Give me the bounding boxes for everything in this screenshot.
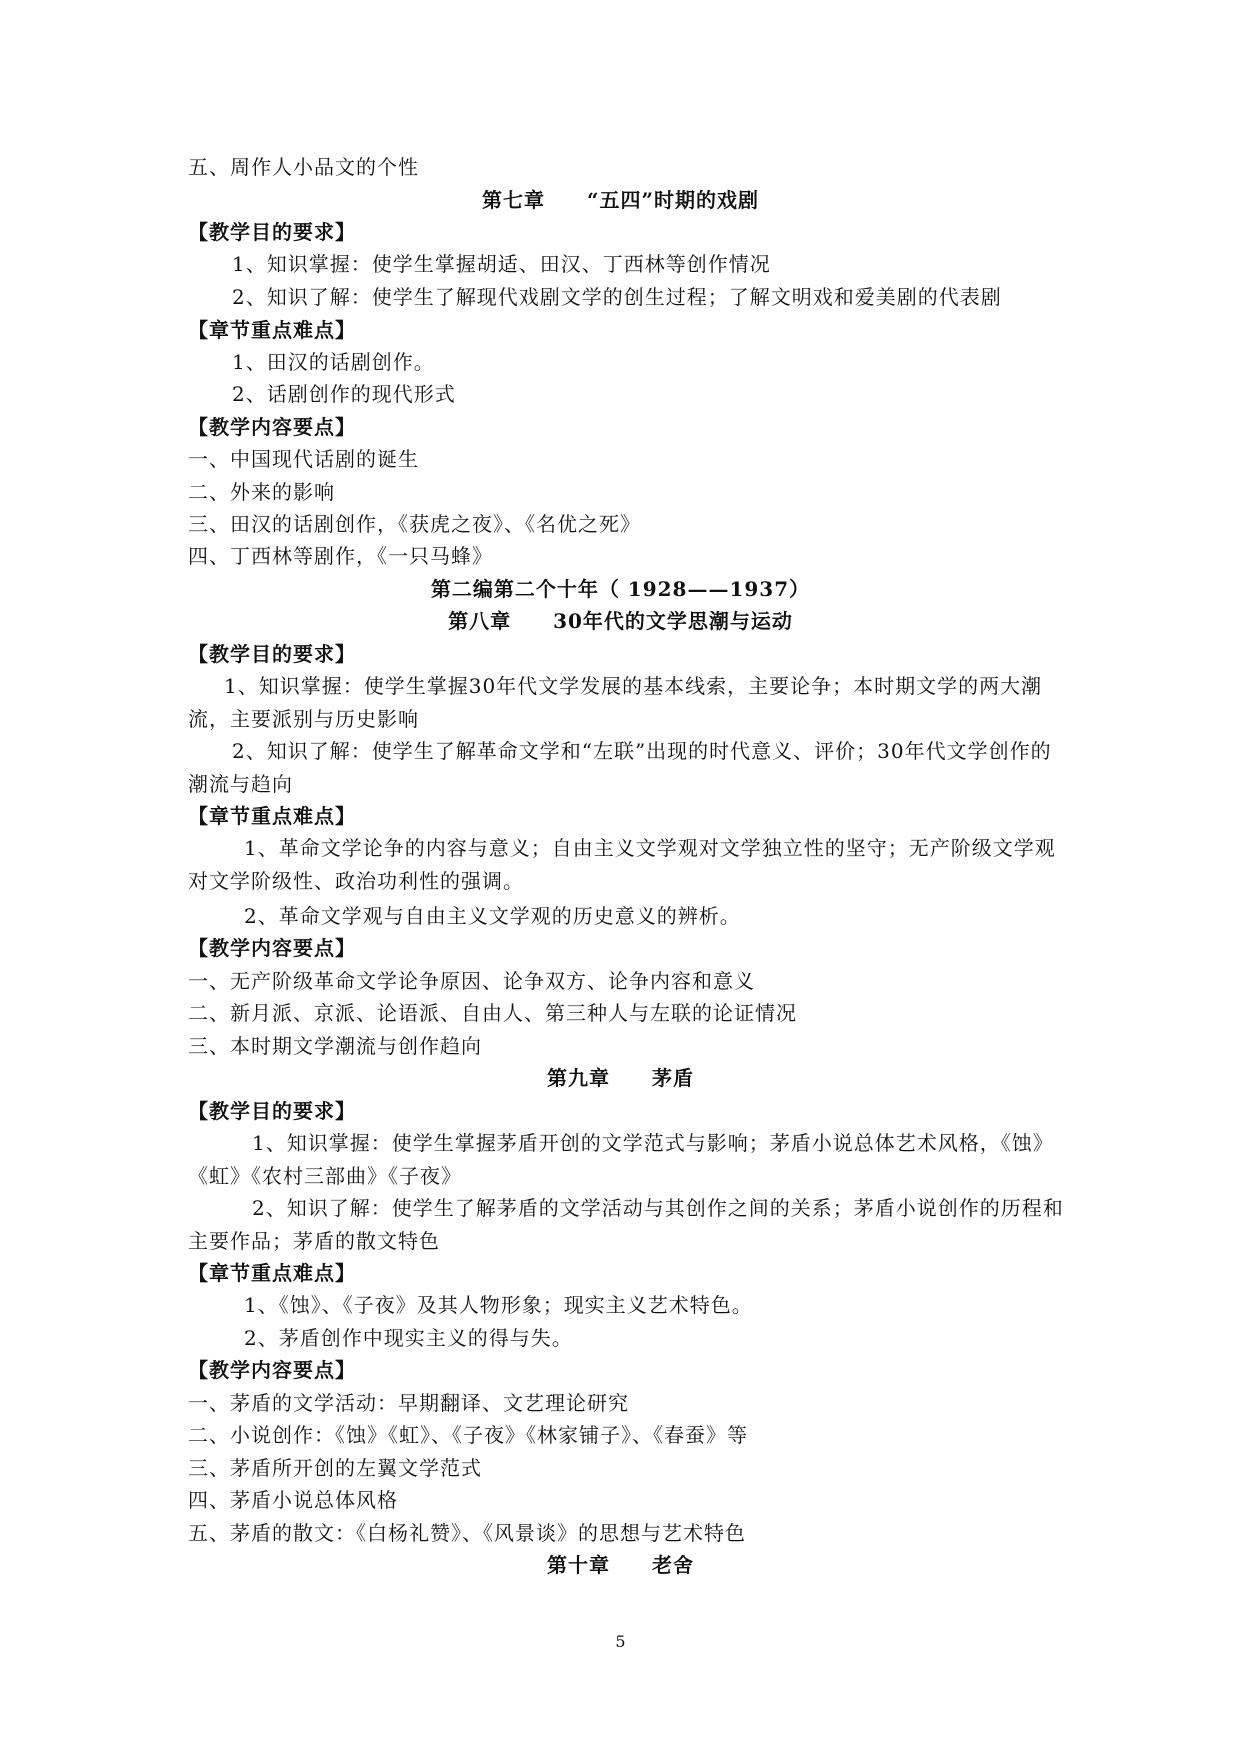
list-item: 2、革命文学观与自由主义文学观的历史意义的辨析。 — [244, 904, 741, 928]
section-heading: 【教学目的要求】 — [188, 220, 356, 244]
page-number: 5 — [615, 1632, 626, 1651]
list-item: 三、本时期文学潮流与创作趋向 — [188, 1034, 482, 1058]
list-item: 四、丁西林等剧作，《一只马蜂》 — [188, 544, 493, 568]
list-item: 1、《蚀》、《子夜》及其人物形象；现实主义艺术特色。 — [244, 1293, 753, 1317]
chapter-heading: 第九章 茅盾 — [547, 1066, 694, 1090]
section-heading: 【教学目的要求】 — [188, 642, 356, 666]
paragraph: 1、知识掌握：使学生掌握30年代文学发展的基本线索，主要论争；本时期文学的两大潮流，主要派别与历史影响 — [188, 674, 1043, 731]
part-heading: 第二编第二个十年（ 1928——1937） — [430, 577, 811, 601]
list-item: 1、知识掌握：使学生掌握胡适、田汉、丁西林等创作情况 — [232, 252, 771, 276]
list-item: 一、中国现代话剧的诞生 — [188, 447, 419, 471]
chapter-heading: 第十章 老舍 — [547, 1553, 694, 1577]
list-item: 三、田汉的话剧创作，《获虎之夜》、《名优之死》 — [188, 512, 641, 536]
section-heading: 【教学内容要点】 — [188, 1358, 356, 1382]
paragraph: 1、革命文学论争的内容与意义；自由主义文学观对文学独立性的坚守；无产阶级文学观对文学阶级性、政治功利性的强调。 — [188, 836, 1056, 893]
list-item: 三、茅盾所开创的左翼文学范式 — [188, 1456, 482, 1480]
chapter-heading: 第八章 30年代的文学思潮与运动 — [448, 609, 793, 633]
list-item: 二、新月派、京派、论语派、自由人、第三种人与左联的论证情况 — [188, 1001, 797, 1025]
list-item: 四、茅盾小说总体风格 — [188, 1488, 398, 1512]
paragraph: 2、知识了解：使学生了解茅盾的文学活动与其创作之间的关系；茅盾小说创作的历程和主要作品；茅盾的散文特色 — [188, 1196, 1064, 1253]
list-item: 二、小说创作：《蚀》《虹》、《子夜》《林家铺子》、《春蚕》等 — [188, 1423, 748, 1447]
list-item: 2、知识了解：使学生了解现代戏剧文学的创生过程；了解文明戏和爱美剧的代表剧 — [232, 285, 1002, 309]
list-item: 一、无产阶级革命文学论争原因、论争双方、论争内容和意义 — [188, 969, 755, 993]
paragraph: 2、知识了解：使学生了解革命文学和“左联”出现的时代意义、评价；30年代文学创作的潮流与趋向 — [188, 739, 1052, 796]
chapter-heading: 第七章 “五四”时期的戏剧 — [481, 188, 759, 212]
list-item: 1、田汉的话剧创作。 — [232, 350, 435, 374]
list-item: 2、茅盾创作中现实主义的得与失。 — [244, 1326, 573, 1350]
section-heading: 【教学内容要点】 — [188, 936, 356, 960]
section-heading: 【章节重点难点】 — [188, 1261, 356, 1285]
section-heading: 【章节重点难点】 — [188, 318, 356, 342]
section-heading: 【教学目的要求】 — [188, 1099, 356, 1123]
paragraph: 1、知识掌握：使学生掌握茅盾开创的文学范式与影响；茅盾小说总体艺术风格，《蚀》《虹》《农村三部曲》《子夜》 — [188, 1131, 1054, 1188]
list-item: 2、话剧创作的现代形式 — [232, 382, 456, 406]
list-item: 二、外来的影响 — [188, 480, 335, 504]
section-heading: 【教学内容要点】 — [188, 415, 356, 439]
list-item: 五、茅盾的散文：《白杨礼赞》、《风景谈》的思想与艺术特色 — [188, 1521, 746, 1545]
list-item: 五、周作人小品文的个性 — [188, 155, 419, 179]
section-heading: 【章节重点难点】 — [188, 804, 356, 828]
list-item: 一、茅盾的文学活动：早期翻译、文艺理论研究 — [188, 1391, 629, 1415]
